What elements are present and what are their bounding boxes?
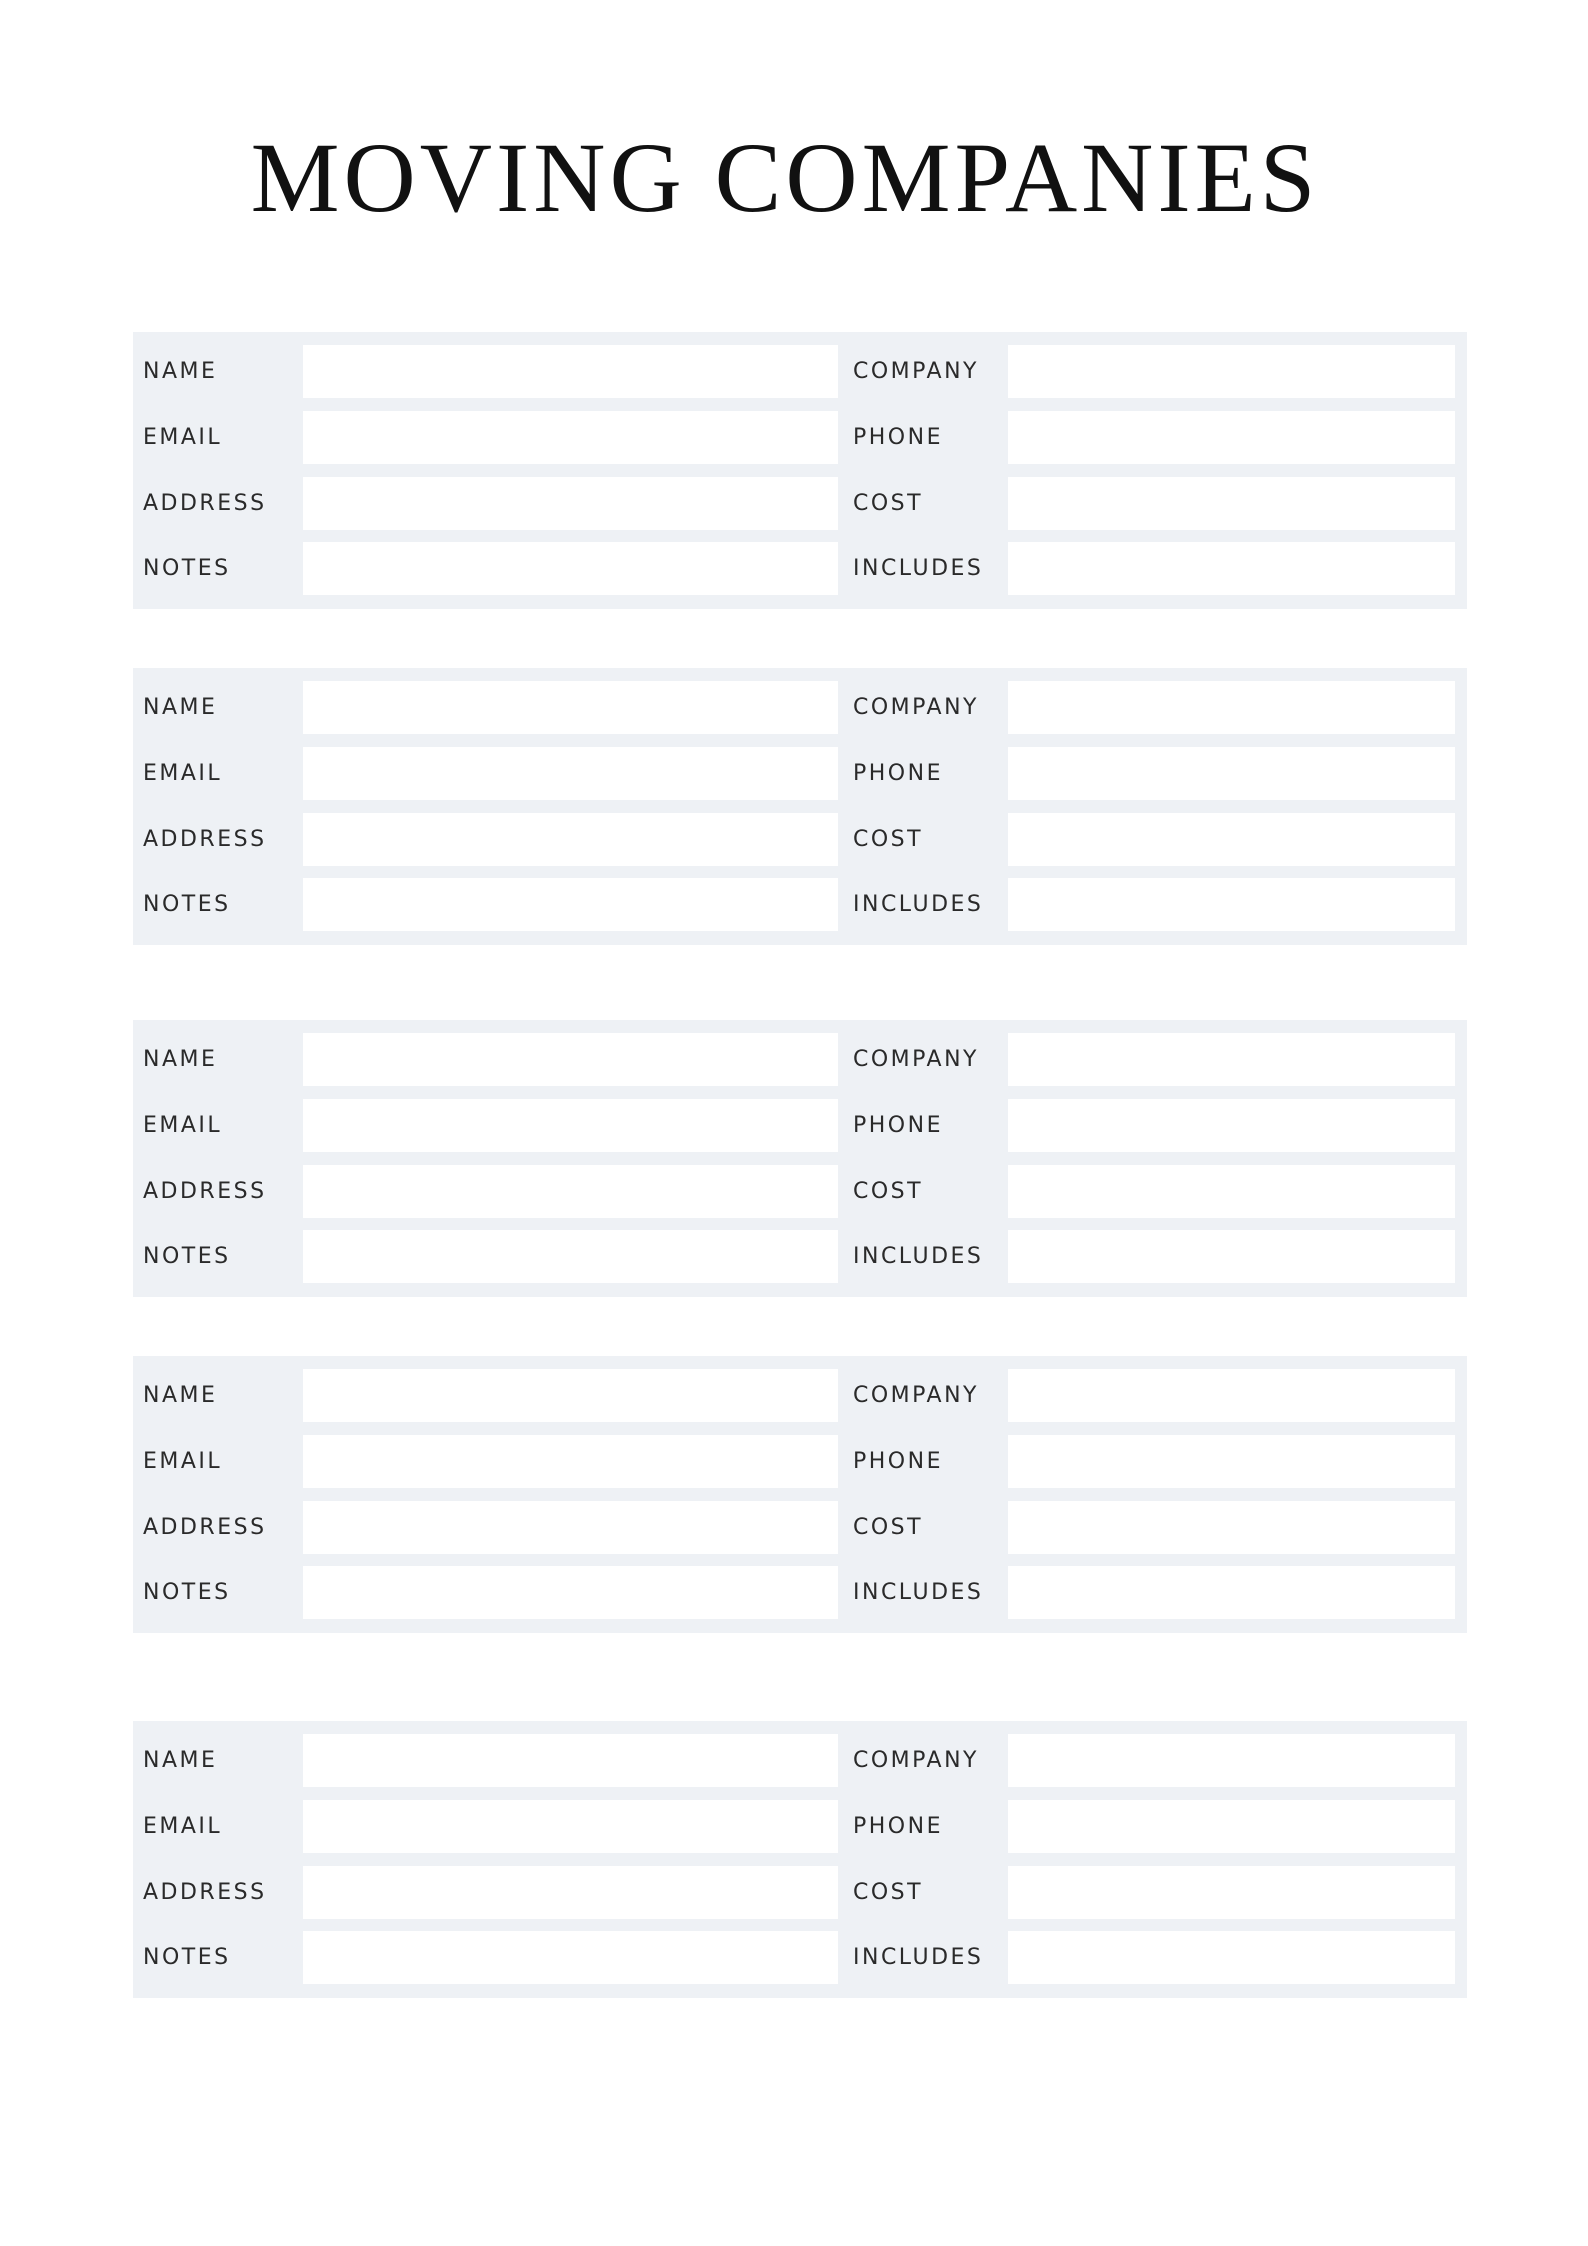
includes-field[interactable]: [1008, 542, 1455, 595]
name-field[interactable]: [303, 345, 838, 398]
notes-field[interactable]: [303, 1230, 838, 1283]
company-label: COMPANY: [853, 1748, 979, 1773]
includes-label: INCLUDES: [853, 892, 984, 917]
form-row: [133, 411, 1467, 464]
cost-field[interactable]: [1008, 813, 1455, 866]
company-field[interactable]: [1008, 681, 1455, 734]
includes-label: INCLUDES: [853, 1580, 984, 1605]
includes-field[interactable]: [1008, 878, 1455, 931]
notes-label: NOTES: [143, 1244, 231, 1269]
address-field[interactable]: [303, 477, 838, 530]
form-row: [133, 1931, 1467, 1984]
name-label: NAME: [143, 1383, 218, 1408]
includes-label: INCLUDES: [853, 556, 984, 581]
form-row: [133, 1099, 1467, 1152]
address-field[interactable]: [303, 813, 838, 866]
name-field[interactable]: [303, 1369, 838, 1422]
notes-field[interactable]: [303, 1566, 838, 1619]
form-row: [133, 1369, 1467, 1422]
form-row: [133, 747, 1467, 800]
cost-field[interactable]: [1008, 1501, 1455, 1554]
page-title: MOVING COMPANIES: [250, 122, 1320, 233]
cost-label: COST: [853, 827, 924, 852]
address-label: ADDRESS: [143, 1179, 267, 1204]
email-label: EMAIL: [143, 1449, 223, 1474]
company-card: [133, 332, 1467, 609]
email-label: EMAIL: [143, 1113, 223, 1138]
company-label: COMPANY: [853, 359, 979, 384]
email-field[interactable]: [303, 747, 838, 800]
phone-label: PHONE: [853, 425, 943, 450]
form-row: [133, 542, 1467, 595]
name-field[interactable]: [303, 1033, 838, 1086]
phone-label: PHONE: [853, 1449, 943, 1474]
cost-field[interactable]: [1008, 1165, 1455, 1218]
company-field[interactable]: [1008, 1369, 1455, 1422]
address-label: ADDRESS: [143, 827, 267, 852]
address-field[interactable]: [303, 1501, 838, 1554]
form-row: [133, 477, 1467, 530]
form-row: [133, 681, 1467, 734]
notes-label: NOTES: [143, 556, 231, 581]
cost-label: COST: [853, 1179, 924, 1204]
cost-label: COST: [853, 1880, 924, 1905]
address-field[interactable]: [303, 1165, 838, 1218]
company-field[interactable]: [1008, 345, 1455, 398]
includes-field[interactable]: [1008, 1931, 1455, 1984]
email-label: EMAIL: [143, 761, 223, 786]
company-card: [133, 1721, 1467, 1998]
phone-field[interactable]: [1008, 747, 1455, 800]
form-row: [133, 1230, 1467, 1283]
email-field[interactable]: [303, 1435, 838, 1488]
phone-label: PHONE: [853, 1814, 943, 1839]
company-label: COMPANY: [853, 695, 979, 720]
form-row: [133, 1800, 1467, 1853]
company-label: COMPANY: [853, 1047, 979, 1072]
company-card: [133, 668, 1467, 945]
form-row: [133, 813, 1467, 866]
includes-label: INCLUDES: [853, 1244, 984, 1269]
phone-label: PHONE: [853, 761, 943, 786]
form-row: [133, 1734, 1467, 1787]
address-field[interactable]: [303, 1866, 838, 1919]
company-field[interactable]: [1008, 1033, 1455, 1086]
name-field[interactable]: [303, 681, 838, 734]
phone-field[interactable]: [1008, 1099, 1455, 1152]
includes-field[interactable]: [1008, 1230, 1455, 1283]
includes-field[interactable]: [1008, 1566, 1455, 1619]
email-label: EMAIL: [143, 1814, 223, 1839]
address-label: ADDRESS: [143, 1880, 267, 1905]
notes-field[interactable]: [303, 1931, 838, 1984]
cost-field[interactable]: [1008, 1866, 1455, 1919]
form-row: [133, 1435, 1467, 1488]
form-row: [133, 1866, 1467, 1919]
name-label: NAME: [143, 695, 218, 720]
email-field[interactable]: [303, 1099, 838, 1152]
name-label: NAME: [143, 1748, 218, 1773]
notes-label: NOTES: [143, 892, 231, 917]
form-row: [133, 1566, 1467, 1619]
email-field[interactable]: [303, 411, 838, 464]
address-label: ADDRESS: [143, 491, 267, 516]
cost-label: COST: [853, 1515, 924, 1540]
company-field[interactable]: [1008, 1734, 1455, 1787]
form-row: [133, 345, 1467, 398]
notes-field[interactable]: [303, 542, 838, 595]
form-row: [133, 1501, 1467, 1554]
notes-label: NOTES: [143, 1945, 231, 1970]
notes-field[interactable]: [303, 878, 838, 931]
form-row: [133, 1165, 1467, 1218]
cost-field[interactable]: [1008, 477, 1455, 530]
phone-field[interactable]: [1008, 411, 1455, 464]
name-label: NAME: [143, 359, 218, 384]
address-label: ADDRESS: [143, 1515, 267, 1540]
phone-label: PHONE: [853, 1113, 943, 1138]
email-field[interactable]: [303, 1800, 838, 1853]
company-label: COMPANY: [853, 1383, 979, 1408]
includes-label: INCLUDES: [853, 1945, 984, 1970]
email-label: EMAIL: [143, 425, 223, 450]
notes-label: NOTES: [143, 1580, 231, 1605]
company-card: [133, 1020, 1467, 1297]
form-row: [133, 1033, 1467, 1086]
name-label: NAME: [143, 1047, 218, 1072]
phone-field[interactable]: [1008, 1435, 1455, 1488]
name-field[interactable]: [303, 1734, 838, 1787]
cost-label: COST: [853, 491, 924, 516]
company-card: [133, 1356, 1467, 1633]
form-row: [133, 878, 1467, 931]
phone-field[interactable]: [1008, 1800, 1455, 1853]
